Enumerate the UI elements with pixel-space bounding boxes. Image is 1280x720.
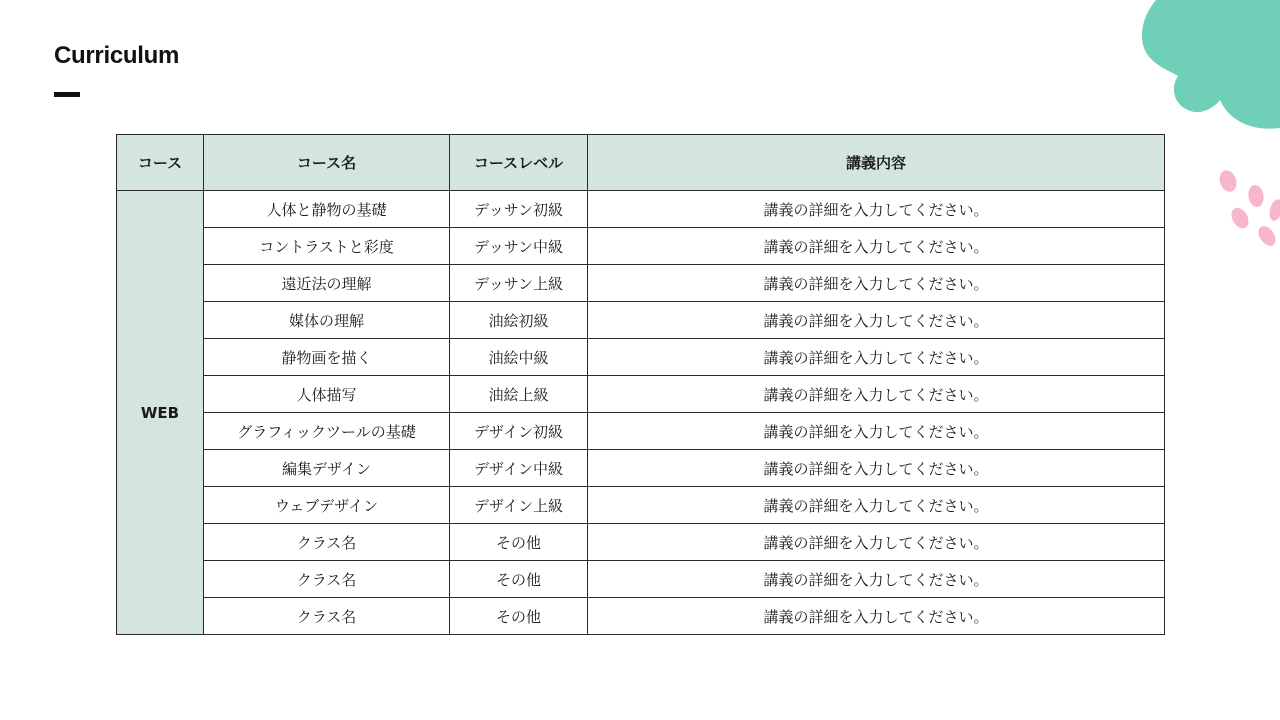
- course-name-cell: クラス名: [204, 524, 450, 561]
- lecture-detail-cell: 講義の詳細を入力してください。: [588, 598, 1165, 635]
- course-name-cell: 媒体の理解: [204, 302, 450, 339]
- course-level-cell: デッサン初級: [450, 191, 588, 228]
- header-course: コース: [117, 135, 204, 191]
- course-name-cell: コントラストと彩度: [204, 228, 450, 265]
- course-name-cell: 人体と静物の基礎: [204, 191, 450, 228]
- course-name-cell: 編集デザイン: [204, 450, 450, 487]
- lecture-detail-cell: 講義の詳細を入力してください。: [588, 191, 1165, 228]
- table-row: [117, 191, 1165, 228]
- course-level-cell: デザイン上級: [450, 487, 588, 524]
- course-level-cell: その他: [450, 561, 588, 598]
- course-name-cell: ウェブデザイン: [204, 487, 450, 524]
- table-row: [117, 339, 1165, 376]
- course-level-cell: デッサン上級: [450, 265, 588, 302]
- course-name-cell: クラス名: [204, 598, 450, 635]
- course-level-cell: 油絵上級: [450, 376, 588, 413]
- lecture-detail-cell: 講義の詳細を入力してください。: [588, 339, 1165, 376]
- table-row: [117, 524, 1165, 561]
- lecture-detail-cell: 講義の詳細を入力してください。: [588, 302, 1165, 339]
- table-row: [117, 302, 1165, 339]
- course-level-cell: 油絵中級: [450, 339, 588, 376]
- table-row: [117, 228, 1165, 265]
- lecture-detail-cell: 講義の詳細を入力してください。: [588, 561, 1165, 598]
- table-row: [117, 598, 1165, 635]
- table-row: [117, 450, 1165, 487]
- lecture-detail-cell: 講義の詳細を入力してください。: [588, 450, 1165, 487]
- decorative-dots: [1210, 165, 1280, 255]
- table-body: [117, 191, 1165, 635]
- course-level-cell: デザイン初級: [450, 413, 588, 450]
- course-name-cell: クラス名: [204, 561, 450, 598]
- table-header-row: [117, 135, 1165, 191]
- lecture-detail-cell: 講義の詳細を入力してください。: [588, 413, 1165, 450]
- course-name-cell: 静物画を描く: [204, 339, 450, 376]
- table-row: [117, 376, 1165, 413]
- page-title: Curriculum: [54, 42, 180, 69]
- lecture-detail-cell: 講義の詳細を入力してください。: [588, 524, 1165, 561]
- course-level-cell: デッサン中級: [450, 228, 588, 265]
- course-level-cell: その他: [450, 524, 588, 561]
- course-name-cell: グラフィックツールの基礎: [204, 413, 450, 450]
- course-cell: WEB: [117, 191, 204, 635]
- lecture-detail-cell: 講義の詳細を入力してください。: [588, 376, 1165, 413]
- table-row: [117, 265, 1165, 302]
- course-name-cell: 遠近法の理解: [204, 265, 450, 302]
- header-lecture-content: 講義内容: [588, 135, 1165, 191]
- header-course-level: コースレベル: [450, 135, 588, 191]
- title-underline: [54, 92, 80, 97]
- table-row: [117, 413, 1165, 450]
- curriculum-table: [116, 134, 1165, 635]
- table-row: [117, 487, 1165, 524]
- course-level-cell: デザイン中級: [450, 450, 588, 487]
- header-course-name: コース名: [204, 135, 450, 191]
- course-level-cell: その他: [450, 598, 588, 635]
- decorative-blob: [1120, 0, 1280, 140]
- course-name-cell: 人体描写: [204, 376, 450, 413]
- lecture-detail-cell: 講義の詳細を入力してください。: [588, 487, 1165, 524]
- table-row: [117, 561, 1165, 598]
- lecture-detail-cell: 講義の詳細を入力してください。: [588, 265, 1165, 302]
- lecture-detail-cell: 講義の詳細を入力してください。: [588, 228, 1165, 265]
- course-level-cell: 油絵初級: [450, 302, 588, 339]
